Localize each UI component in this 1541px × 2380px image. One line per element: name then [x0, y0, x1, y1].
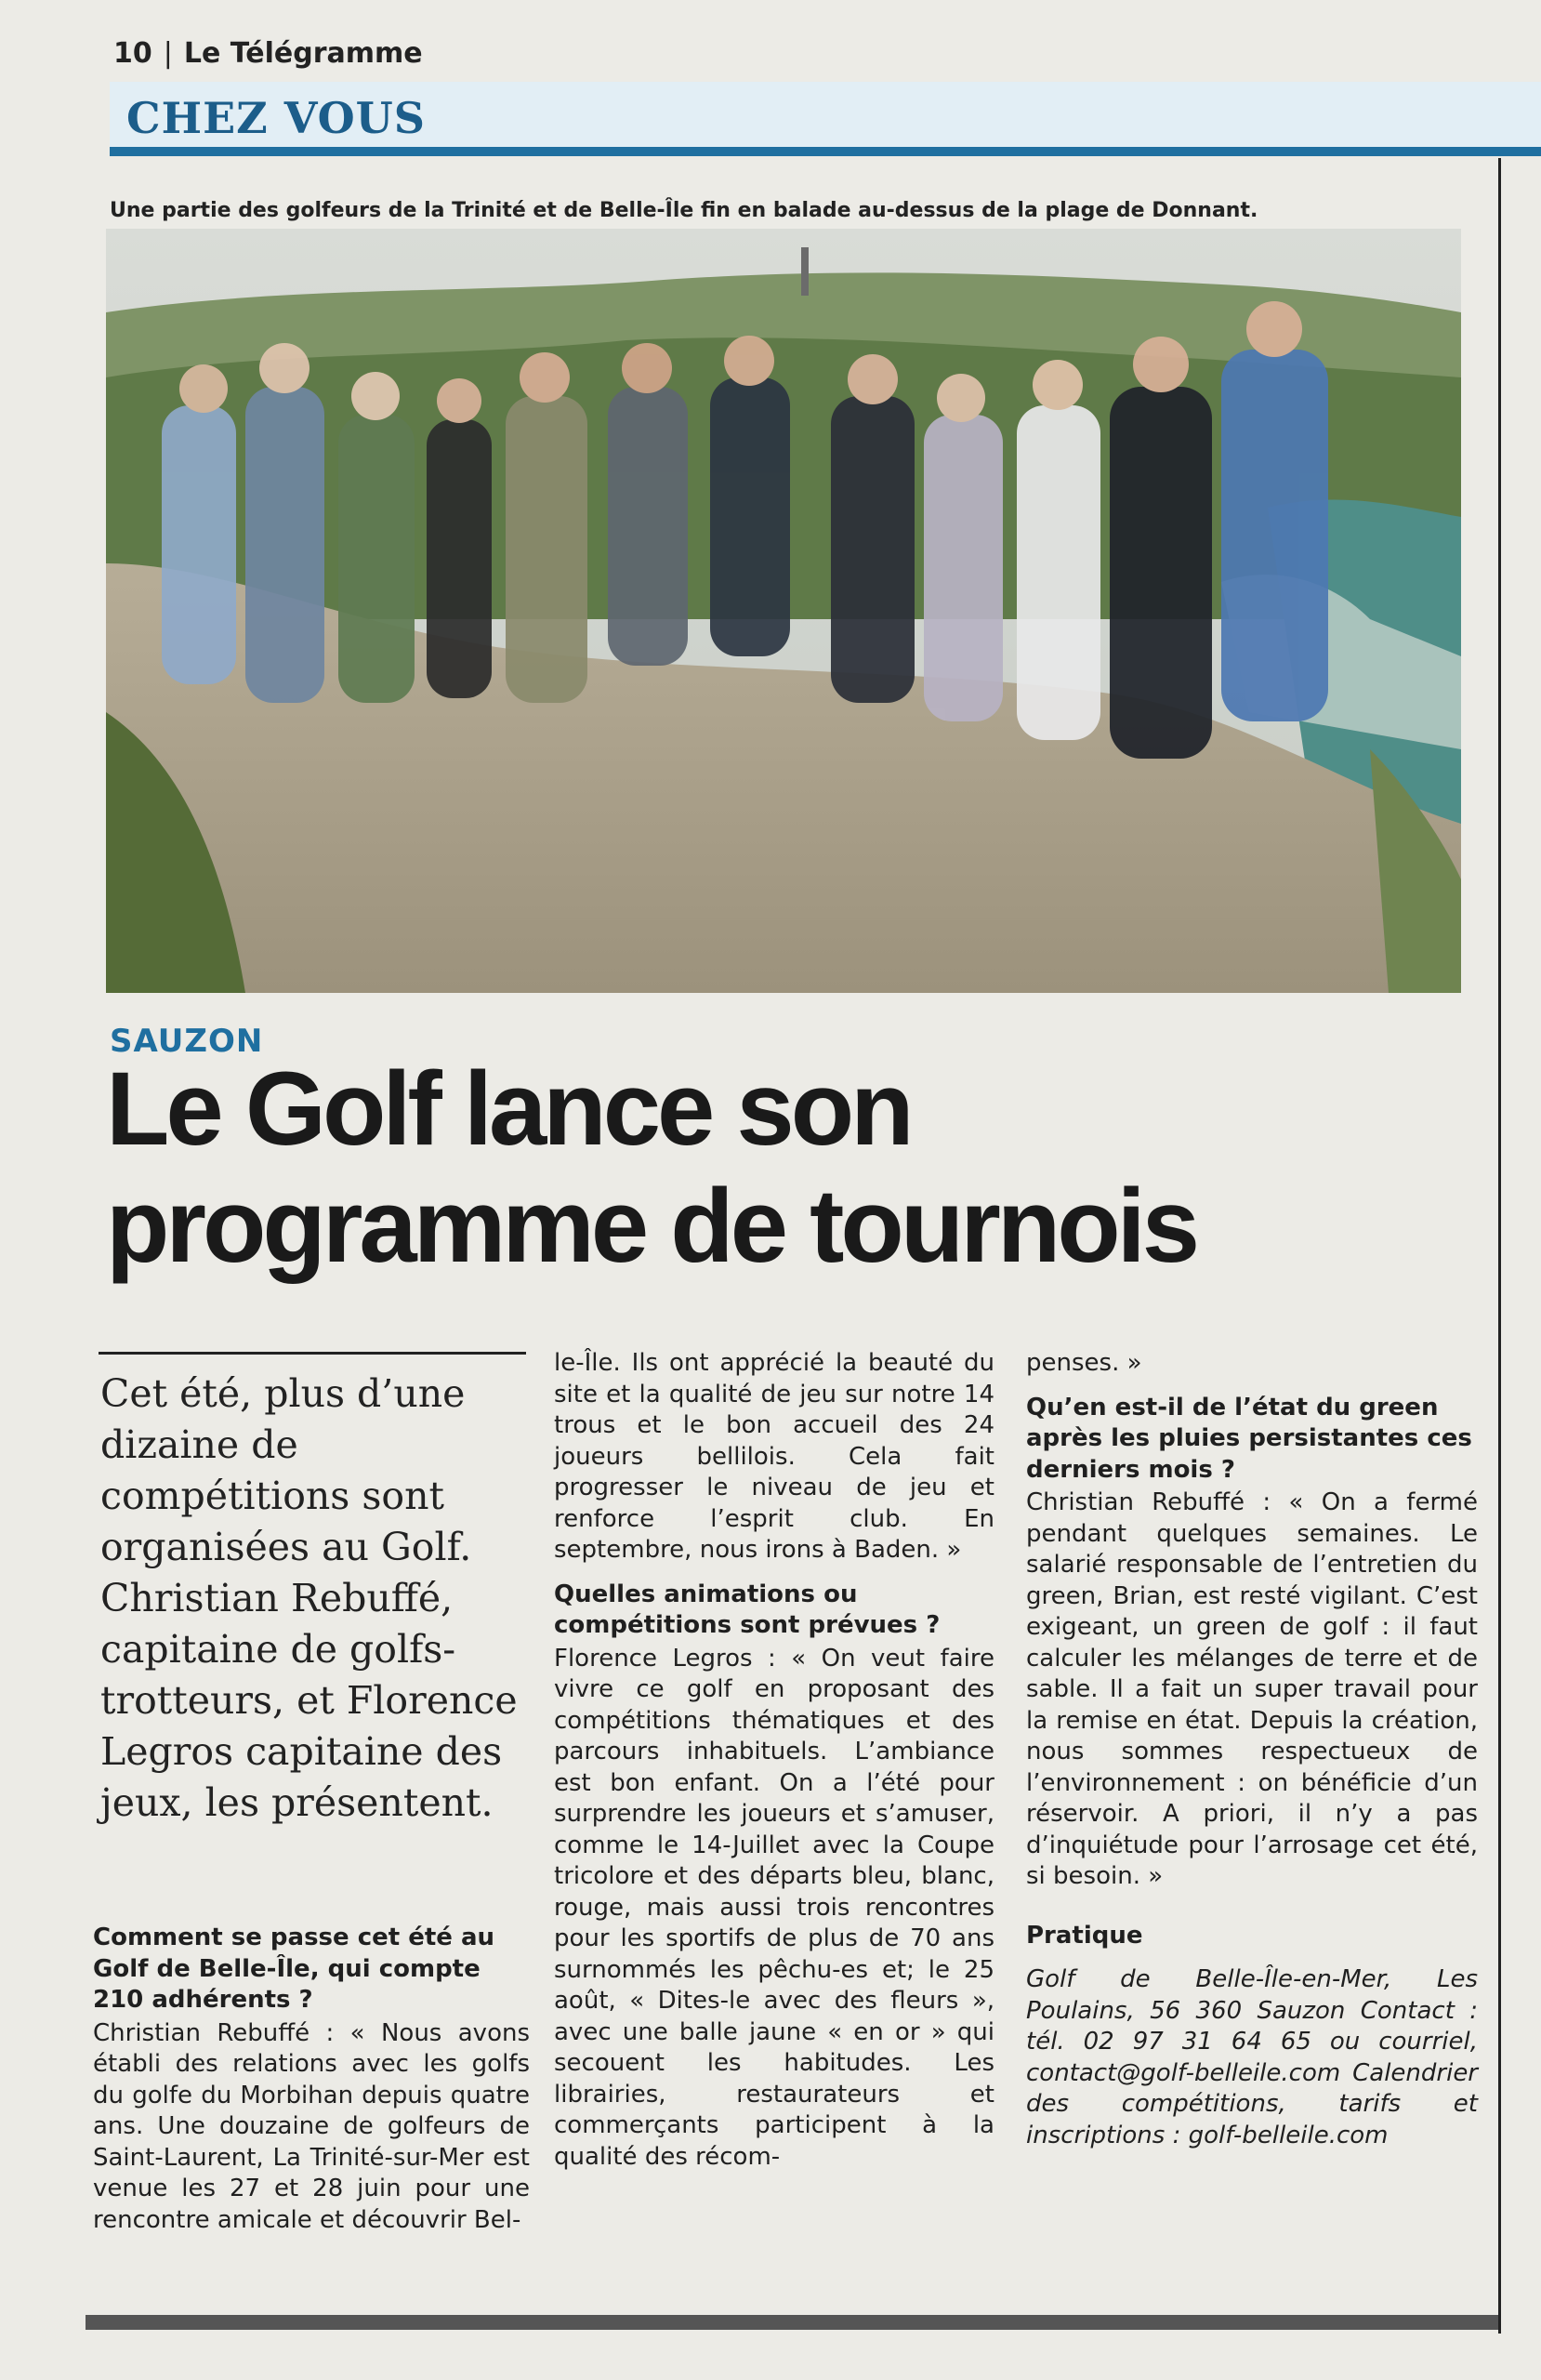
folio-separator: |	[163, 37, 173, 70]
answer-2-part-2: penses. »	[1026, 1349, 1142, 1377]
publication-name: Le Télégramme	[183, 37, 423, 70]
question-2: Quelles animations ou compétitions sont prévues ?	[554, 1580, 941, 1639]
column-rule	[1498, 158, 1501, 2334]
rubric-label: CHEZ VOUS	[126, 93, 427, 143]
column-1	[93, 1915, 530, 2249]
article-headline	[106, 1051, 1482, 1285]
pratique-text: Golf de Belle-Île-en-Mer, Les Poulains, 56 360 Sauzon Contact : tél. 02 97 31 64 65 ou courriel, contact@golf-belleile.com Calendrier des compétitions, tarifs et inscriptions : golf-belleile.com	[1026, 1965, 1478, 2149]
headline-line-1: Le Golf lance son	[106, 1051, 911, 1167]
rubric-bar	[110, 82, 1541, 156]
answer-2-part-1: Florence Legros : « On veut faire vivre ce golf en proposant des compétitions thématiques et des parcours inhabituels. L’ambiance est bon enfant. On a l’été pour surprendre les joueurs et s’amuser, comme le 14-Juillet avec la Coupe tricolore et des départs bleu, blanc, rouge, mais aussi trois rencontres pour les sportifs de plus de 70 ans surnommés les pêchu-es et; le 25 août, « Dites-le avec des fleurs », avec une balle jaune « en or » qui secouent les habitudes. Les librairies, restaurateurs et commerçants participent à la qualité des récom-	[554, 1644, 994, 2171]
article-chapo: Cet été, plus d’une dizaine de compétitions sont organisées au Golf. Christian Rebuffé, capitaine de golfs-trotteurs, et Florence Legros capitaine des jeux, les présentent.	[100, 1371, 518, 1825]
bottom-rule	[86, 2315, 1498, 2330]
answer-1-part-1: Christian Rebuffé : « Nous avons établi des relations avec les golfs du golfe du Morbihan depuis quatre ans. Une douzaine de golfeurs de Saint-Laurent, La Trinité-sur-Mer est venue les 27 et 28 juin pour une rencontre amicale et découvrir Bel-	[93, 2018, 530, 2234]
column-3	[1026, 1348, 1478, 2164]
headline-line-2: programme de tournois	[106, 1168, 1197, 1284]
pratique-title: Pratique	[1026, 1921, 1143, 1950]
question-1: Comment se passe cet été au Golf de Belle-Île, qui compte 210 adhérents ?	[93, 1924, 495, 2014]
chapo-rule	[99, 1352, 526, 1355]
group-photo-illustration	[106, 229, 1461, 993]
article-kicker: SAUZON	[110, 1023, 264, 1060]
column-2	[554, 1348, 994, 2186]
question-3: Qu’en est-il de l’état du green après les pluies persistantes ces derniers mois ?	[1026, 1393, 1472, 1484]
group-photo	[106, 229, 1461, 993]
answer-1-part-2: le-Île. Ils ont apprécié la beauté du site et la qualité de jeu sur notre 14 trous et le bon accueil des 24 joueurs bellilois. Cela fait progresser le niveau de jeu et renforce l’esprit club. En septembre, nous irons à Baden. »	[554, 1349, 994, 1564]
answer-3: Christian Rebuffé : « On a fermé pendant quelques semaines. Le salarié responsable de l’entretien du green, Brian, est resté vigilant. C’est exigeant, un green de golf : il faut calculer les mélanges de terre et de sable. Il a fait un super travail pour la remise en état. Depuis la création, nous sommes respectueux de l’environnement : on bénéficie d’un réservoir. A priori, il n’y a pas d’inquiétude pour l’arrosage cet été, si besoin. »	[1026, 1488, 1478, 1890]
page-number: 10	[113, 37, 152, 70]
folio	[113, 37, 423, 70]
photo-caption: Une partie des golfeurs de la Trinité et de Belle-Île fin en balade au-dessus de la plage de Donnant.	[110, 199, 1258, 222]
